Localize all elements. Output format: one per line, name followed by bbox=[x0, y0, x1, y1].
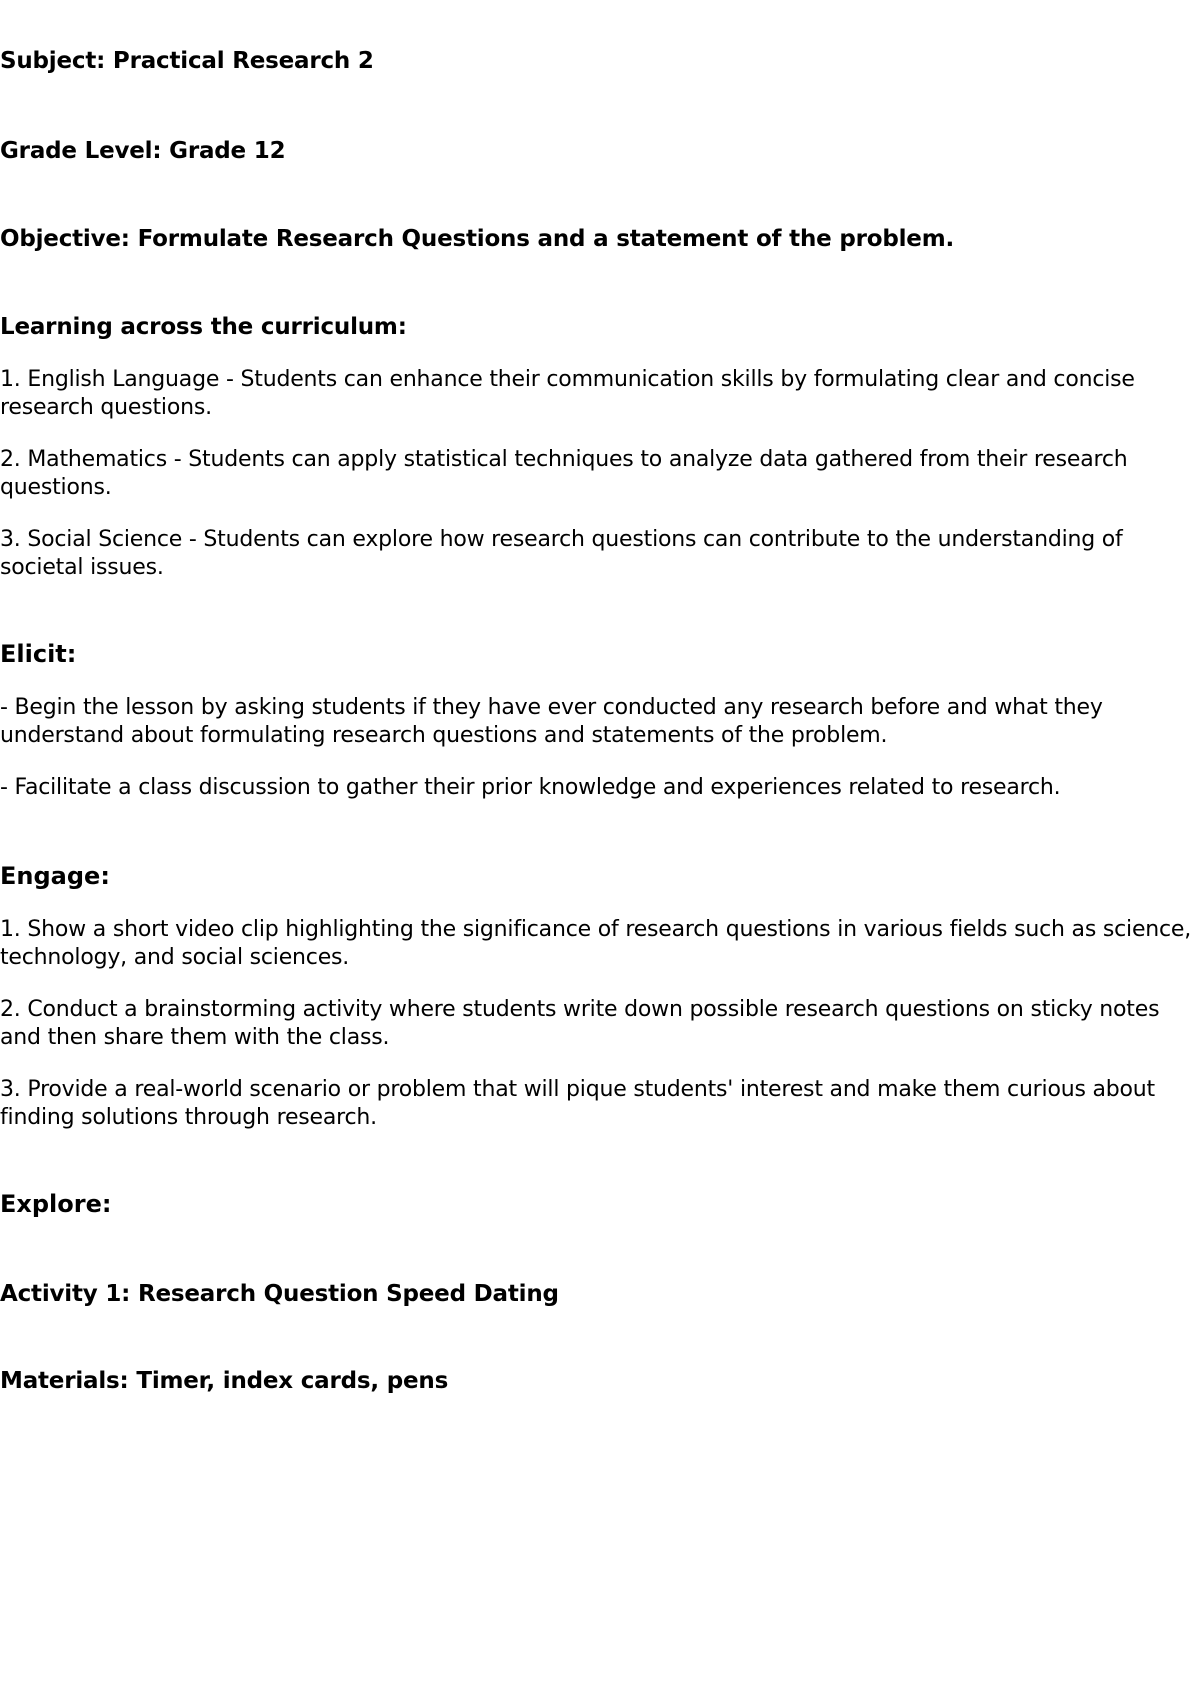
learning-item-mathematics: 2. Mathematics - Students can apply statistical techniques to analyze data gathered from their research questions. bbox=[0, 447, 1128, 500]
learning-across-heading: Learning across the curriculum: bbox=[0, 314, 407, 340]
learning-item-social-science: 3. Social Science - Students can explore how research questions can contribute to the understanding of societal issues. bbox=[0, 527, 1123, 580]
grade-level-line: Grade Level: Grade 12 bbox=[0, 138, 286, 164]
engage-heading: Engage: bbox=[0, 862, 110, 890]
elicit-item-2: - Facilitate a class discussion to gather their prior knowledge and experiences related to research. bbox=[0, 775, 1061, 800]
explore-heading: Explore: bbox=[0, 1190, 112, 1218]
subject-line: Subject: Practical Research 2 bbox=[0, 48, 374, 74]
activity-line: Activity 1: Research Question Speed Dating bbox=[0, 1281, 559, 1307]
learning-item-english: 1. English Language - Students can enhance their communication skills by formulating clear and concise research questions. bbox=[0, 367, 1135, 420]
elicit-heading: Elicit: bbox=[0, 640, 77, 668]
engage-item-3: 3. Provide a real-world scenario or problem that will pique students' interest and make them curious about finding solutions through research. bbox=[0, 1077, 1155, 1130]
materials-line: Materials: Timer, index cards, pens bbox=[0, 1368, 449, 1394]
elicit-item-1: - Begin the lesson by asking students if they have ever conducted any research before and what they understand about formulating research questions and statements of the problem. bbox=[0, 695, 1103, 748]
engage-item-2: 2. Conduct a brainstorming activity where students write down possible research questions on sticky notes and then share them with the class. bbox=[0, 997, 1160, 1050]
engage-item-1: 1. Show a short video clip highlighting the significance of research questions in various fields such as science, technology, and social sciences. bbox=[0, 917, 1192, 970]
objective-line: Objective: Formulate Research Questions and a statement of the problem. bbox=[0, 226, 955, 252]
